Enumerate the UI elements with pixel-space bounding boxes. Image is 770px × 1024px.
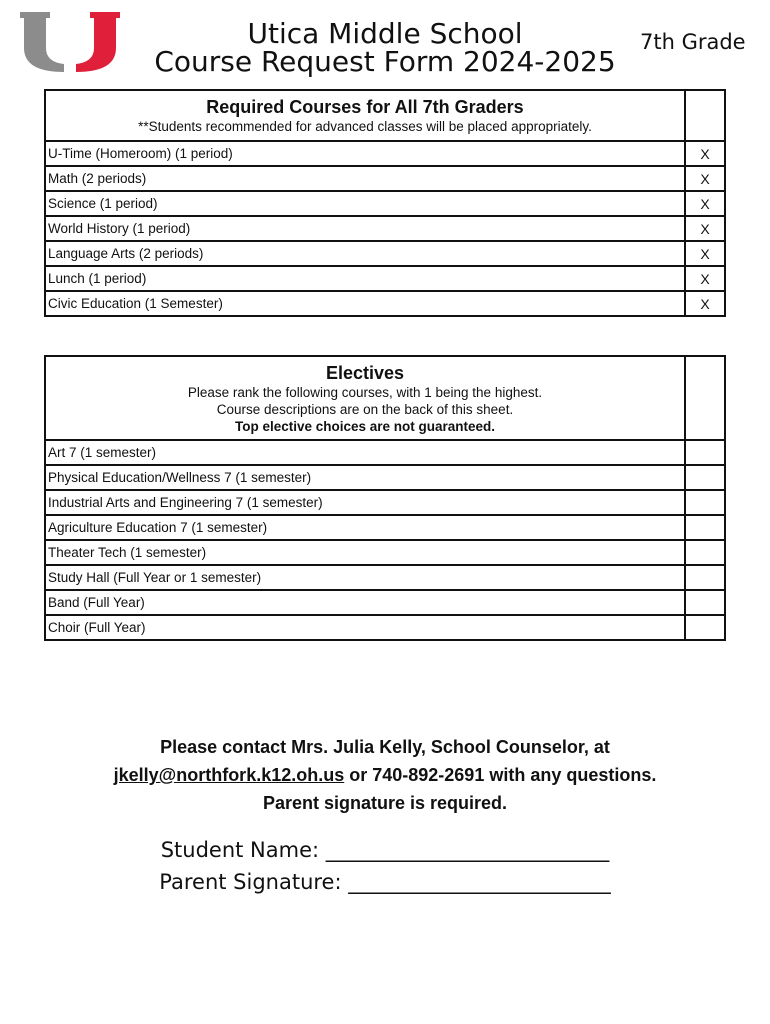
table-row [45,266,725,291]
course-mark: X [685,266,725,291]
email-link[interactable]: jkelly@northfork.k12.oh.us [113,765,345,785]
course-name: Theater Tech (1 semester) [45,540,685,565]
table-row [45,291,725,316]
electives-title: Electives [325,363,405,383]
contact-line [40,761,730,789]
contact-info [40,733,730,817]
table-row [45,216,725,241]
electives-header [45,356,685,440]
table-row [45,515,725,540]
grade-label: 7th Grade [640,30,746,54]
rank-cell[interactable] [685,590,725,615]
table-row [45,141,725,166]
table-row [45,540,725,565]
contact-phone-text: or 740-892-2691 with any questions. [344,765,657,785]
logo-right-serif [90,12,120,18]
rank-cell[interactable] [685,565,725,590]
required-header [45,90,685,141]
course-name: Math (2 periods) [45,166,685,191]
electives-header-mark [685,356,725,440]
page-title [130,17,640,78]
logo-left-stem [24,12,64,72]
electives-warning: Top elective choices are not guaranteed. [234,419,496,434]
table-row [45,465,725,490]
table-row [45,241,725,266]
course-mark: X [685,216,725,241]
table-row [45,615,725,640]
course-name: Band (Full Year) [45,590,685,615]
table-row [45,191,725,216]
course-name: World History (1 period) [45,216,685,241]
rank-cell[interactable] [685,490,725,515]
course-name: Industrial Arts and Engineering 7 (1 semester) [45,490,685,515]
contact-line: Please contact Mrs. Julia Kelly, School Counselor, at [160,737,610,757]
course-name: Civic Education (1 Semester) [45,291,685,316]
table-row [45,565,725,590]
required-title: Required Courses for All 7th Graders [206,97,524,117]
table-row [45,590,725,615]
required-note: **Students recommended for advanced classes will be placed appropriately. [138,119,592,134]
course-name: Science (1 period) [45,191,685,216]
course-name: Language Arts (2 periods) [45,241,685,266]
course-mark: X [685,141,725,166]
course-name: Choir (Full Year) [45,615,685,640]
rank-cell[interactable] [685,515,725,540]
course-name: Agriculture Education 7 (1 semester) [45,515,685,540]
course-mark: X [685,191,725,216]
parent-signature-line[interactable]: Parent Signature: _________________________ [159,870,611,894]
required-courses-table [44,89,726,317]
form-title: Course Request Form 2024-2025 [154,45,616,78]
school-logo [20,10,120,72]
course-name: Study Hall (Full Year or 1 semester) [45,565,685,590]
rank-cell[interactable] [685,465,725,490]
required-header-mark [685,90,725,141]
course-mark: X [685,166,725,191]
course-mark: X [685,241,725,266]
table-row [45,490,725,515]
rank-cell[interactable] [685,540,725,565]
school-name: Utica Middle School [247,17,523,50]
rank-cell[interactable] [685,615,725,640]
table-row [45,440,725,465]
electives-instruction: Course descriptions are on the back of this sheet. [216,402,514,417]
logo-right-stem [76,12,116,72]
table-row [45,166,725,191]
course-name: Physical Education/Wellness 7 (1 semester) [45,465,685,490]
logo-left-serif [20,12,50,18]
course-name: Art 7 (1 semester) [45,440,685,465]
rank-cell[interactable] [685,440,725,465]
course-name: Lunch (1 period) [45,266,685,291]
course-mark: X [685,291,725,316]
signature-requirement: Parent signature is required. [262,793,508,813]
student-name-line[interactable]: Student Name: ___________________________ [160,838,610,862]
electives-instruction: Please rank the following courses, with 1 being the highest. [187,385,543,400]
course-name: U-Time (Homeroom) (1 period) [45,141,685,166]
electives-table [44,355,726,641]
